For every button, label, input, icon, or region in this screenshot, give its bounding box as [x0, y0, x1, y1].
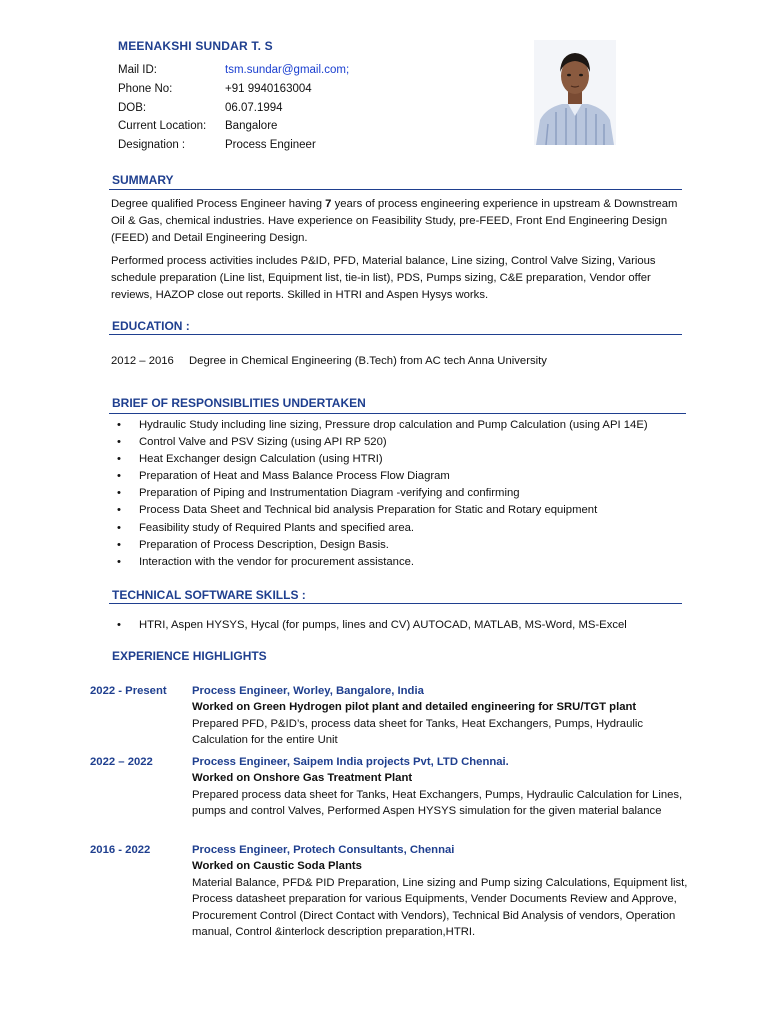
designation-value: Process Engineer: [225, 139, 316, 152]
phone-label: Phone No:: [118, 82, 173, 95]
experience-entry: [90, 683, 690, 749]
phone-value: +91 9940163004: [225, 82, 312, 95]
skills-divider: [109, 603, 682, 604]
mail-label: Mail ID:: [118, 64, 157, 76]
experience-entry: [90, 754, 690, 820]
experience-project: Worked on Green Hydrogen pilot plant and detailed engineering for SRU/TGT plant: [192, 701, 637, 714]
list-item: • Feasibility study of Required Plants and specified area.: [111, 520, 686, 537]
location-value: Bangalore: [225, 120, 278, 133]
experience-entry: [90, 842, 690, 940]
education-entry: [111, 355, 547, 367]
designation-label: Designation :: [118, 139, 186, 152]
dob-label: DOB:: [118, 101, 147, 114]
list-item: • Preparation of Heat and Mass Balance Process Flow Diagram: [111, 468, 686, 485]
experience-years: 2022 - Present: [90, 685, 167, 697]
phone-row: [118, 80, 349, 99]
list-item: • Preparation of Piping and Instrumentation Diagram -verifying and confirming: [111, 485, 686, 502]
experience-project: Worked on Onshore Gas Treatment Plant: [192, 772, 413, 785]
summary-paragraph-1: [111, 196, 686, 247]
location-row: [118, 117, 349, 136]
mail-row: [118, 61, 349, 80]
location-label: Current Location:: [118, 120, 207, 133]
education-divider: [109, 334, 682, 335]
experience-role: Process Engineer, Saipem India projects Pvt, LTD Chennai.: [192, 756, 509, 768]
summary-text-c: years of process engineering experience in upstream & Downstream Oil & Gas, chemical industries. Have experience on Feasibility Study, pre-FEED, Front End Engineering Design (FEED) and Detail Engineering Design.: [111, 198, 678, 244]
dob-value: 06.07.1994: [225, 101, 283, 114]
email-link[interactable]: tsm.sundar@gmail.com;: [225, 64, 350, 76]
experience-description: Material Balance, PFD& PID Preparation, Line sizing and Pump sizing Calculations, Equipment list, Process datasheet preparation for various Equipments, Vender Documents Review and Approve, Procurement Control (Direct Contact with Vendors), Technical Bid Analysis of vendors, Operation manual, Control &interlock description preparation,HTRI.: [192, 876, 688, 939]
experience-project: Worked on Caustic Soda Plants: [192, 860, 362, 873]
dob-row: [118, 99, 349, 118]
list-item: • Control Valve and PSV Sizing (using API RP 520): [111, 434, 686, 451]
skills-heading: TECHNICAL SOFTWARE SKILLS :: [112, 588, 306, 602]
list-item: • Preparation of Process Description, Design Basis.: [111, 537, 686, 554]
summary-heading: SUMMARY: [112, 173, 174, 187]
summary-text-a: Degree qualified Process Engineer having: [111, 198, 326, 210]
list-item: • HTRI, Aspen HYSYS, Hycal (for pumps, lines and CV) AUTOCAD, MATLAB, MS-Word, MS-Excel: [111, 617, 686, 634]
portrait-image: [534, 40, 616, 145]
experience-role: Process Engineer, Worley, Bangalore, India: [192, 685, 424, 697]
list-item: • Interaction with the vendor for procurement assistance.: [111, 554, 686, 571]
summary-years: 7: [325, 198, 332, 210]
experience-heading: EXPERIENCE HIGHLIGHTS: [112, 649, 267, 663]
list-item: • Heat Exchanger design Calculation (using HTRI): [111, 451, 686, 468]
candidate-name: MEENAKSHI SUNDAR T. S: [118, 39, 273, 53]
contact-info: [118, 61, 349, 155]
experience-body: [192, 683, 690, 749]
education-degree: Degree in Chemical Engineering (B.Tech) from AC tech Anna University: [189, 355, 547, 367]
skills-list: [111, 617, 686, 634]
experience-body: [192, 754, 690, 820]
experience-role: Process Engineer, Protech Consultants, Chennai: [192, 844, 455, 856]
designation-row: [118, 136, 349, 155]
experience-years: 2022 – 2022: [90, 756, 153, 768]
summary-divider: [109, 189, 682, 190]
responsibilities-heading: BRIEF OF RESPONSIBLITIES UNDERTAKEN: [112, 396, 366, 410]
list-item: • Hydraulic Study including line sizing, Pressure drop calculation and Pump Calculation (using API 14E): [111, 417, 686, 434]
responsibilities-list: [111, 417, 686, 571]
responsibilities-divider: [109, 413, 686, 414]
list-item: • Process Data Sheet and Technical bid analysis Preparation for Static and Rotary equipment: [111, 502, 686, 519]
education-heading: EDUCATION :: [112, 319, 190, 333]
experience-description: Prepared PFD, P&ID’s, process data sheet for Tanks, Heat Exchangers, Pumps, Hydraulic Calculation for the entire Unit: [192, 717, 644, 747]
summary-paragraph-2: Performed process activities includes P&ID, PFD, Material balance, Line sizing, Control Valve Sizing, Various schedule preparation (Line list, Equipment list, tie-in list), PDS, Pumps sizing, C&E preparation, Vendor offer reviews, HAZOP close out reports. Skilled in HTRI and Aspen Hysys works.: [111, 255, 656, 301]
experience-body: [192, 842, 690, 940]
experience-description: Prepared process data sheet for Tanks, Heat Exchangers, Pumps, Hydraulic Calculation for Lines, pumps and control Valves, Performed Aspen HYSYS simulation for the given material balance: [192, 788, 683, 818]
education-years: 2012 – 2016: [111, 355, 174, 367]
profile-photo: [534, 40, 616, 145]
experience-years: 2016 - 2022: [90, 844, 151, 856]
